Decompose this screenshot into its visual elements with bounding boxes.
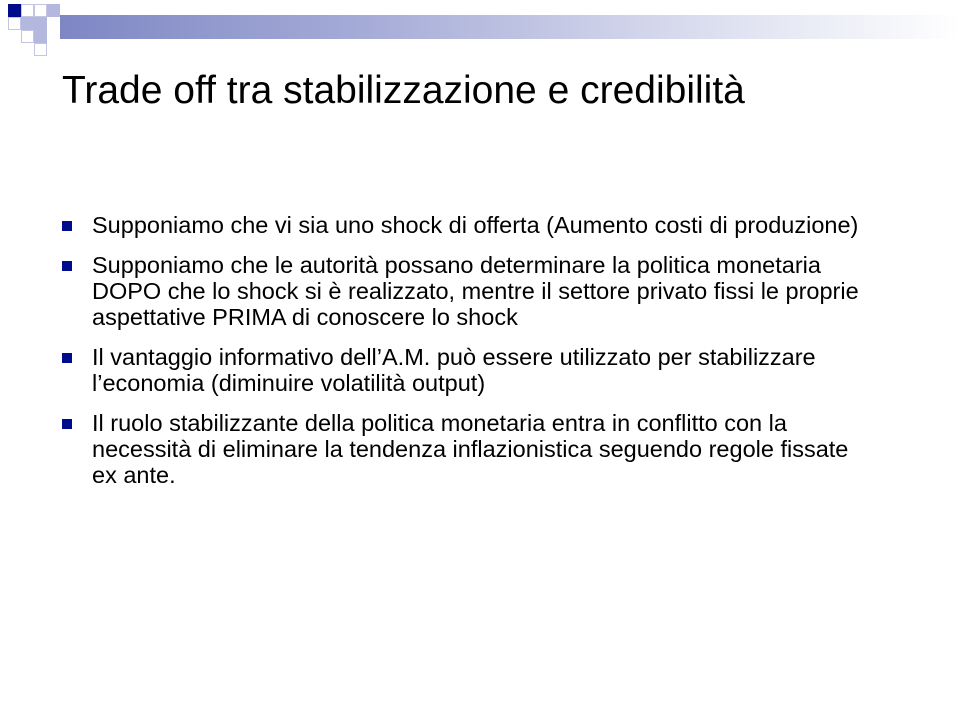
decorative-square — [21, 4, 34, 17]
bullet-list — [58, 212, 878, 502]
square-bullet-icon — [62, 261, 72, 271]
decorative-square — [8, 17, 21, 30]
decorative-gradient-bar — [60, 15, 960, 39]
decorative-square — [34, 4, 47, 17]
slide-title: Trade off tra stabilizzazione e credibilità — [62, 69, 745, 112]
bullet-item — [58, 410, 878, 488]
bullet-item — [58, 344, 878, 396]
bullet-text: Il ruolo stabilizzante della politica monetaria entra in conflitto con la necessità di eliminare la tendenza inflazionistica seguendo regole fissate ex ante. — [92, 410, 849, 488]
square-bullet-icon — [62, 221, 72, 231]
decorative-square — [21, 17, 34, 30]
decorative-square — [34, 30, 47, 43]
bullet-item — [58, 212, 878, 238]
bullet-text: Il vantaggio informativo dell’A.M. può essere utilizzato per stabilizzare l’economia (diminuire volatilità output) — [92, 344, 816, 396]
square-bullet-icon — [62, 353, 72, 363]
bullet-text: Supponiamo che vi sia uno shock di offerta (Aumento costi di produzione) — [92, 212, 859, 238]
decorative-square — [47, 4, 60, 17]
bullet-item — [58, 252, 878, 330]
decorative-square — [21, 30, 34, 43]
decorative-square — [34, 17, 47, 30]
decorative-square — [8, 4, 21, 17]
decorative-square — [34, 43, 47, 56]
bullet-text: Supponiamo che le autorità possano determinare la politica monetaria DOPO che lo shock si è realizzato, mentre il settore privato fissi le proprie aspettative PRIMA di conoscere lo shock — [92, 252, 859, 330]
square-bullet-icon — [62, 419, 72, 429]
